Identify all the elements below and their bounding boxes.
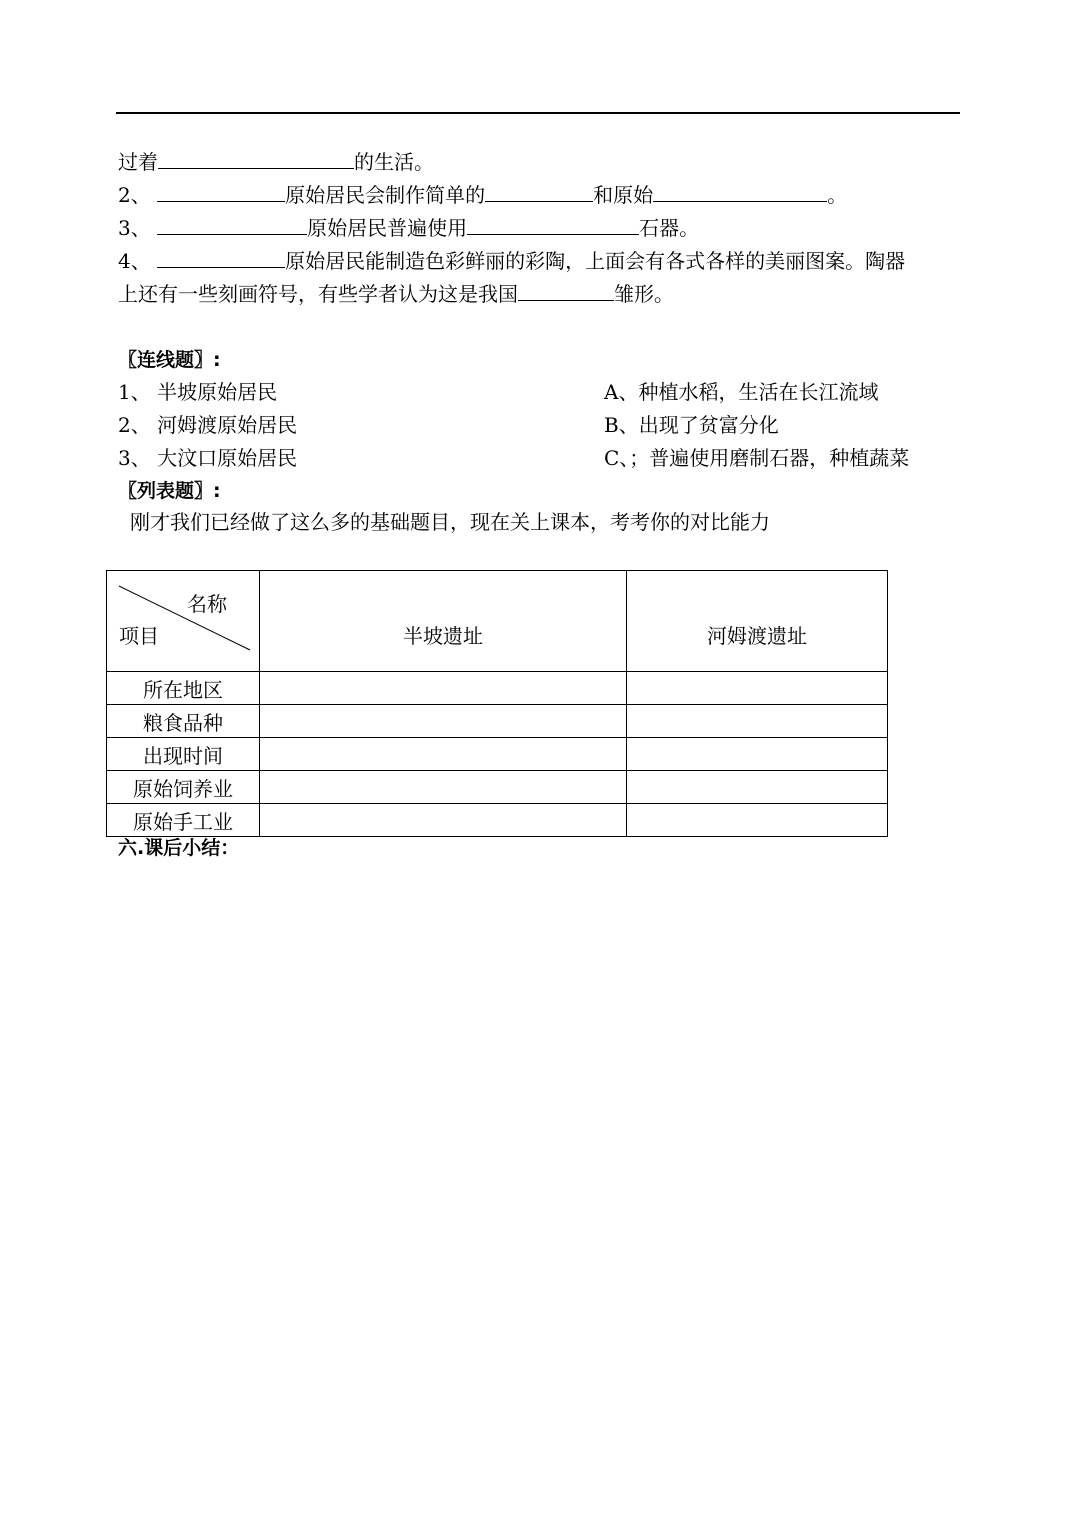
corner-top-label: 名称 — [187, 592, 227, 616]
match-left-3: 3、 大汶口原始居民 — [118, 446, 298, 470]
row-label: 粮食品种 — [107, 705, 260, 738]
row-label: 原始饲养业 — [107, 771, 260, 804]
row-label: 原始手工业 — [107, 804, 260, 837]
table-cell[interactable] — [260, 705, 627, 738]
table-cell[interactable] — [260, 771, 627, 804]
table-cell[interactable] — [627, 705, 888, 738]
table-cell[interactable] — [627, 771, 888, 804]
corner-cell — [107, 571, 260, 672]
match-right-b: B、出现了贫富分化 — [604, 413, 779, 437]
table-cell[interactable] — [627, 738, 888, 771]
match-right-a: A、种植水稻，生活在长江流域 — [604, 380, 879, 404]
comparison-table — [106, 570, 888, 837]
table-heading: 〖列表题〗: — [118, 480, 221, 502]
table-cell[interactable] — [260, 804, 627, 837]
header-rule — [116, 112, 960, 114]
question-2: 2、 原始居民会制作简单的 和原始 。 — [118, 183, 848, 207]
question-3: 3、 原始居民普遍使用 石器。 — [118, 216, 700, 240]
match-right-c: C、；普遍使用磨制石器，种植蔬菜 — [604, 446, 910, 470]
match-left-2: 2、 河姆渡原始居民 — [118, 413, 298, 437]
column-header: 河姆渡遗址 — [627, 571, 888, 672]
matching-heading: 〖连线题〗: — [118, 349, 221, 371]
blank[interactable] — [467, 214, 639, 235]
column-header: 半坡遗址 — [260, 571, 627, 672]
fill-line-0: 过着 的生活。 — [118, 150, 434, 174]
blank[interactable] — [485, 181, 593, 202]
blank[interactable] — [518, 280, 614, 301]
table-cell[interactable] — [260, 672, 627, 705]
blank[interactable] — [653, 181, 827, 202]
blank[interactable] — [157, 181, 285, 202]
blank[interactable] — [158, 148, 354, 169]
corner-bottom-label: 项目 — [119, 624, 159, 648]
table-cell[interactable] — [627, 804, 888, 837]
row-label: 出现时间 — [107, 738, 260, 771]
blank[interactable] — [157, 214, 307, 235]
table-cell[interactable] — [260, 738, 627, 771]
table-intro: 刚才我们已经做了这么多的基础题目，现在关上课本，考考你的对比能力 — [130, 510, 770, 534]
blank[interactable] — [157, 247, 285, 268]
question-4-continued: 上还有一些刻画符号，有些学者认为这是我国 雏形。 — [118, 282, 674, 306]
match-left-1: 1、 半坡原始居民 — [118, 380, 278, 404]
question-4: 4、 原始居民能制造色彩鲜丽的彩陶，上面会有各式各样的美丽图案。陶器 — [118, 249, 906, 273]
summary-heading: 六.课后小结： — [118, 837, 240, 859]
row-label: 所在地区 — [107, 672, 260, 705]
table-cell[interactable] — [627, 672, 888, 705]
